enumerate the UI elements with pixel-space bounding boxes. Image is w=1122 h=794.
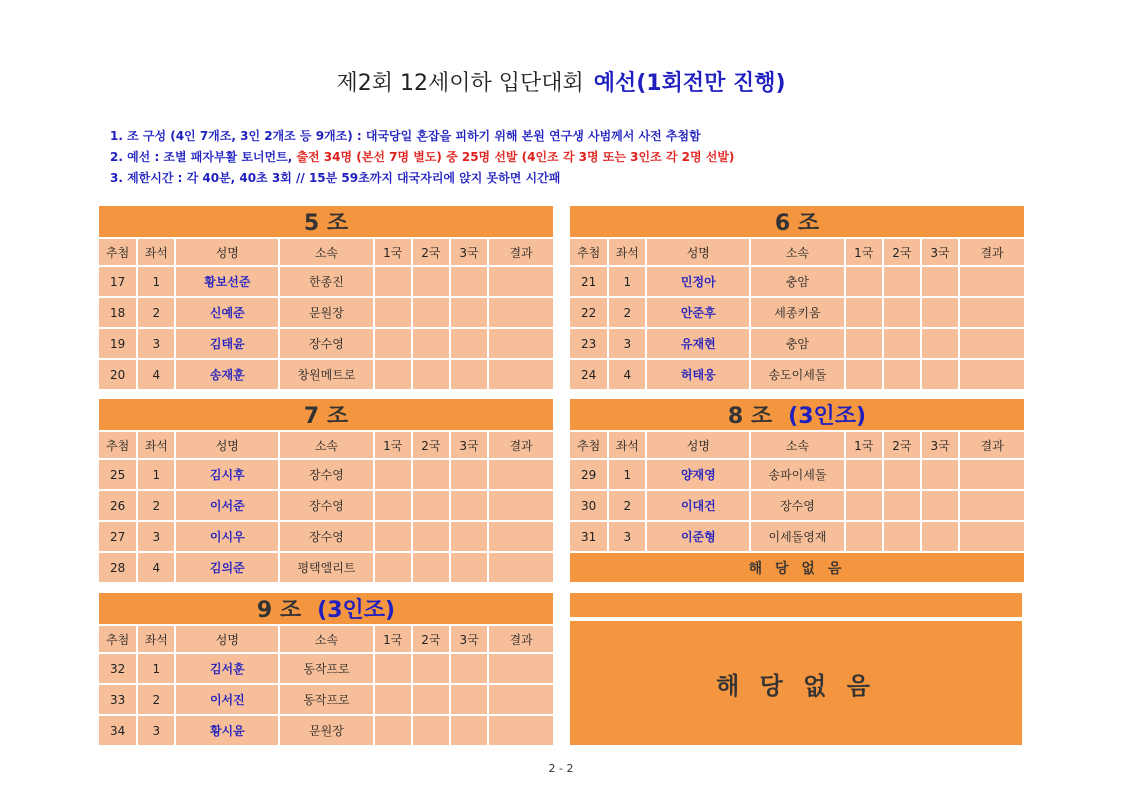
group-subtitle: (3인조): [788, 404, 867, 429]
game-1-cell: [374, 552, 412, 583]
player-club: 장수영: [279, 521, 373, 552]
column-header: 성명: [175, 238, 279, 266]
game-1-cell: [374, 521, 412, 552]
player-name: 허태웅: [646, 359, 750, 390]
draw-number: 28: [98, 552, 137, 583]
game-3-cell: [450, 266, 488, 297]
group-title-text: 8 조: [727, 404, 773, 429]
game-3-cell: [450, 521, 488, 552]
game-1-cell: [374, 266, 412, 297]
game-2-cell: [883, 328, 921, 359]
game-2-cell: [412, 521, 450, 552]
game-2-cell: [412, 653, 450, 684]
seat-number: 1: [608, 459, 646, 490]
player-name: 김태윤: [175, 328, 279, 359]
player-club: 송도이세돌: [750, 359, 844, 390]
game-2-cell: [883, 359, 921, 390]
game-3-cell: [921, 328, 959, 359]
player-name: 양재영: [646, 459, 750, 490]
column-header: 추첨: [98, 238, 137, 266]
game-1-cell: [374, 359, 412, 390]
column-header: 성명: [646, 431, 750, 459]
player-name: 황시윤: [175, 715, 279, 746]
player-club: 장수영: [279, 328, 373, 359]
title-main: 제2회 12세이하 입단대회: [336, 71, 584, 96]
note-2-a: 2. 예선 : 조별 패자부활 토너먼트,: [110, 150, 297, 164]
table-row: [569, 297, 1025, 328]
game-1-cell: [845, 490, 883, 521]
seat-number: 3: [137, 715, 175, 746]
seat-number: 3: [137, 328, 175, 359]
table-row: [98, 266, 554, 297]
game-3-cell: [450, 459, 488, 490]
game-3-cell: [921, 359, 959, 390]
game-1-cell: [374, 715, 412, 746]
result-cell: [959, 459, 1025, 490]
column-header: 추첨: [569, 238, 608, 266]
game-2-cell: [412, 490, 450, 521]
no-entry-row: 해 당 없 음: [569, 552, 1025, 583]
empty-box-header: [568, 591, 1024, 619]
group-title: [569, 398, 1025, 431]
draw-number: 26: [98, 490, 137, 521]
group-title: [98, 398, 554, 431]
game-2-cell: [883, 266, 921, 297]
player-club: 장수영: [279, 490, 373, 521]
game-2-cell: [412, 715, 450, 746]
seat-number: 1: [608, 266, 646, 297]
player-club: 세종키움: [750, 297, 844, 328]
game-3-cell: [450, 552, 488, 583]
game-1-cell: [374, 459, 412, 490]
column-header: 결과: [959, 238, 1025, 266]
note-2-b: 출전 34명 (본선 7명 별도) 중 25명 선발 (4인조 각 3명 또는 3인조 각 2명 선발): [296, 150, 735, 164]
player-name: 이대건: [646, 490, 750, 521]
result-cell: [488, 490, 554, 521]
table-row: [569, 521, 1025, 552]
player-club: 송파이세돌: [750, 459, 844, 490]
draw-number: 23: [569, 328, 608, 359]
draw-number: 22: [569, 297, 608, 328]
game-3-cell: [450, 328, 488, 359]
draw-number: 17: [98, 266, 137, 297]
column-header: 소속: [279, 625, 373, 653]
table-row: [98, 552, 554, 583]
game-2-cell: [412, 684, 450, 715]
player-name: 김의준: [175, 552, 279, 583]
player-club: 문원장: [279, 297, 373, 328]
result-cell: [959, 521, 1025, 552]
column-header: 성명: [646, 238, 750, 266]
game-1-cell: [845, 297, 883, 328]
seat-number: 3: [608, 521, 646, 552]
table-row: [98, 684, 554, 715]
table-row: [569, 266, 1025, 297]
result-cell: [488, 552, 554, 583]
column-header: 소속: [279, 431, 373, 459]
game-1-cell: [845, 459, 883, 490]
game-1-cell: [374, 653, 412, 684]
draw-number: 29: [569, 459, 608, 490]
game-2-cell: [412, 266, 450, 297]
game-1-cell: [374, 297, 412, 328]
column-header: 2국: [883, 431, 921, 459]
column-header: 소속: [750, 431, 844, 459]
group-title: [569, 205, 1025, 238]
table-row: [98, 490, 554, 521]
group-title-text: 6 조: [774, 211, 820, 236]
column-header: 2국: [883, 238, 921, 266]
result-cell: [488, 521, 554, 552]
page-number: 2 - 2: [548, 762, 574, 775]
empty-box-label: 해 당 없 음: [568, 619, 1024, 747]
player-club: 창원메트로: [279, 359, 373, 390]
table-row: [98, 297, 554, 328]
column-header: 3국: [921, 431, 959, 459]
column-header: 3국: [450, 625, 488, 653]
note-1: 1. 조 구성 (4인 7개조, 3인 2개조 등 9개조) : 대국당일 혼잡을 피하기 위해 본원 연구생 사범께서 사전 추첨함: [110, 129, 701, 143]
game-1-cell: [374, 490, 412, 521]
game-2-cell: [412, 297, 450, 328]
table-row: [98, 715, 554, 746]
game-3-cell: [450, 653, 488, 684]
seat-number: 4: [137, 359, 175, 390]
draw-number: 32: [98, 653, 137, 684]
result-cell: [959, 490, 1025, 521]
result-cell: [959, 297, 1025, 328]
column-header: 성명: [175, 625, 279, 653]
player-name: 김서훈: [175, 653, 279, 684]
group-title: [98, 592, 554, 625]
result-cell: [488, 359, 554, 390]
game-1-cell: [374, 328, 412, 359]
seat-number: 3: [137, 521, 175, 552]
draw-number: 31: [569, 521, 608, 552]
column-header: 좌석: [137, 431, 175, 459]
seat-number: 2: [137, 490, 175, 521]
group-table-g9: [97, 591, 555, 747]
game-2-cell: [883, 297, 921, 328]
game-3-cell: [450, 684, 488, 715]
column-header: 결과: [488, 238, 554, 266]
table-row: [98, 521, 554, 552]
draw-number: 20: [98, 359, 137, 390]
player-club: 동작프로: [279, 653, 373, 684]
group-table-g5: [97, 204, 555, 391]
column-header: 1국: [374, 625, 412, 653]
column-header: 2국: [412, 625, 450, 653]
column-header: 1국: [845, 431, 883, 459]
note-3: 3. 제한시간 : 각 40분, 40초 3회 // 15분 59초까지 대국자리에 앉지 못하면 시간패: [110, 171, 561, 185]
column-header: 추첨: [98, 625, 137, 653]
draw-number: 33: [98, 684, 137, 715]
player-name: 안준후: [646, 297, 750, 328]
table-row: [98, 359, 554, 390]
result-cell: [488, 459, 554, 490]
game-1-cell: [845, 328, 883, 359]
seat-number: 2: [137, 684, 175, 715]
result-cell: [959, 266, 1025, 297]
result-cell: [488, 653, 554, 684]
game-3-cell: [450, 359, 488, 390]
game-2-cell: [412, 459, 450, 490]
title-highlight: 예선(1회전만 진행): [593, 71, 786, 96]
table-row: [98, 328, 554, 359]
column-header: 결과: [488, 431, 554, 459]
player-name: 민정아: [646, 266, 750, 297]
game-1-cell: [845, 359, 883, 390]
result-cell: [488, 328, 554, 359]
column-header: 추첨: [569, 431, 608, 459]
player-club: 평택엘리트: [279, 552, 373, 583]
game-2-cell: [412, 328, 450, 359]
player-club: 장수영: [750, 490, 844, 521]
empty-group-box: [568, 591, 1024, 747]
draw-number: 30: [569, 490, 608, 521]
player-club: 충암: [750, 266, 844, 297]
note-2: [110, 147, 734, 168]
draw-number: 25: [98, 459, 137, 490]
draw-number: 34: [98, 715, 137, 746]
game-3-cell: [450, 490, 488, 521]
game-2-cell: [883, 490, 921, 521]
group-table-g8: [568, 397, 1026, 584]
table-row: [569, 459, 1025, 490]
player-name: 송재훈: [175, 359, 279, 390]
player-name: 유재현: [646, 328, 750, 359]
player-name: 이준형: [646, 521, 750, 552]
table-row: [98, 459, 554, 490]
column-header: 좌석: [137, 238, 175, 266]
result-cell: [488, 266, 554, 297]
player-club: 충암: [750, 328, 844, 359]
game-2-cell: [883, 459, 921, 490]
player-club: 이세돌영재: [750, 521, 844, 552]
game-3-cell: [450, 297, 488, 328]
player-name: 이시우: [175, 521, 279, 552]
game-3-cell: [921, 297, 959, 328]
column-header: 1국: [374, 238, 412, 266]
column-header: 1국: [374, 431, 412, 459]
draw-number: 18: [98, 297, 137, 328]
seat-number: 3: [608, 328, 646, 359]
seat-number: 4: [137, 552, 175, 583]
column-header: 좌석: [137, 625, 175, 653]
seat-number: 4: [608, 359, 646, 390]
group-title-text: 5 조: [303, 211, 349, 236]
group-title-text: 9 조: [256, 598, 302, 623]
column-header: 성명: [175, 431, 279, 459]
group-title: [98, 205, 554, 238]
game-2-cell: [412, 359, 450, 390]
table-row: [569, 328, 1025, 359]
group-title-text: 7 조: [303, 404, 349, 429]
page-title: [0, 66, 1122, 97]
column-header: 소속: [279, 238, 373, 266]
seat-number: 1: [137, 653, 175, 684]
game-3-cell: [921, 521, 959, 552]
seat-number: 2: [608, 297, 646, 328]
game-1-cell: [845, 266, 883, 297]
game-2-cell: [412, 552, 450, 583]
column-header: 좌석: [608, 238, 646, 266]
game-1-cell: [845, 521, 883, 552]
column-header: 소속: [750, 238, 844, 266]
game-3-cell: [921, 459, 959, 490]
column-header: 3국: [450, 431, 488, 459]
player-name: 김시후: [175, 459, 279, 490]
player-name: 이서진: [175, 684, 279, 715]
column-header: 추첨: [98, 431, 137, 459]
notes: [110, 126, 734, 189]
table-row: [569, 490, 1025, 521]
player-club: 한종진: [279, 266, 373, 297]
player-club: 동작프로: [279, 684, 373, 715]
column-header: 결과: [959, 431, 1025, 459]
column-header: 3국: [921, 238, 959, 266]
column-header: 좌석: [608, 431, 646, 459]
player-club: 문원장: [279, 715, 373, 746]
game-3-cell: [921, 490, 959, 521]
group-table-g7: [97, 397, 555, 584]
player-name: 신예준: [175, 297, 279, 328]
column-header: 1국: [845, 238, 883, 266]
result-cell: [488, 297, 554, 328]
column-header: 2국: [412, 238, 450, 266]
player-club: 장수영: [279, 459, 373, 490]
seat-number: 2: [137, 297, 175, 328]
group-table-g6: [568, 204, 1026, 391]
result-cell: [959, 328, 1025, 359]
result-cell: [488, 684, 554, 715]
table-row: [569, 359, 1025, 390]
group-subtitle: (3인조): [317, 598, 396, 623]
column-header: 2국: [412, 431, 450, 459]
column-header: 3국: [450, 238, 488, 266]
seat-number: 1: [137, 266, 175, 297]
seat-number: 2: [608, 490, 646, 521]
player-name: 이서준: [175, 490, 279, 521]
game-1-cell: [374, 684, 412, 715]
draw-number: 21: [569, 266, 608, 297]
player-name: 황보선준: [175, 266, 279, 297]
game-3-cell: [921, 266, 959, 297]
result-cell: [488, 715, 554, 746]
result-cell: [959, 359, 1025, 390]
draw-number: 27: [98, 521, 137, 552]
column-header: 결과: [488, 625, 554, 653]
table-row: [98, 653, 554, 684]
game-2-cell: [883, 521, 921, 552]
draw-number: 19: [98, 328, 137, 359]
seat-number: 1: [137, 459, 175, 490]
draw-number: 24: [569, 359, 608, 390]
game-3-cell: [450, 715, 488, 746]
